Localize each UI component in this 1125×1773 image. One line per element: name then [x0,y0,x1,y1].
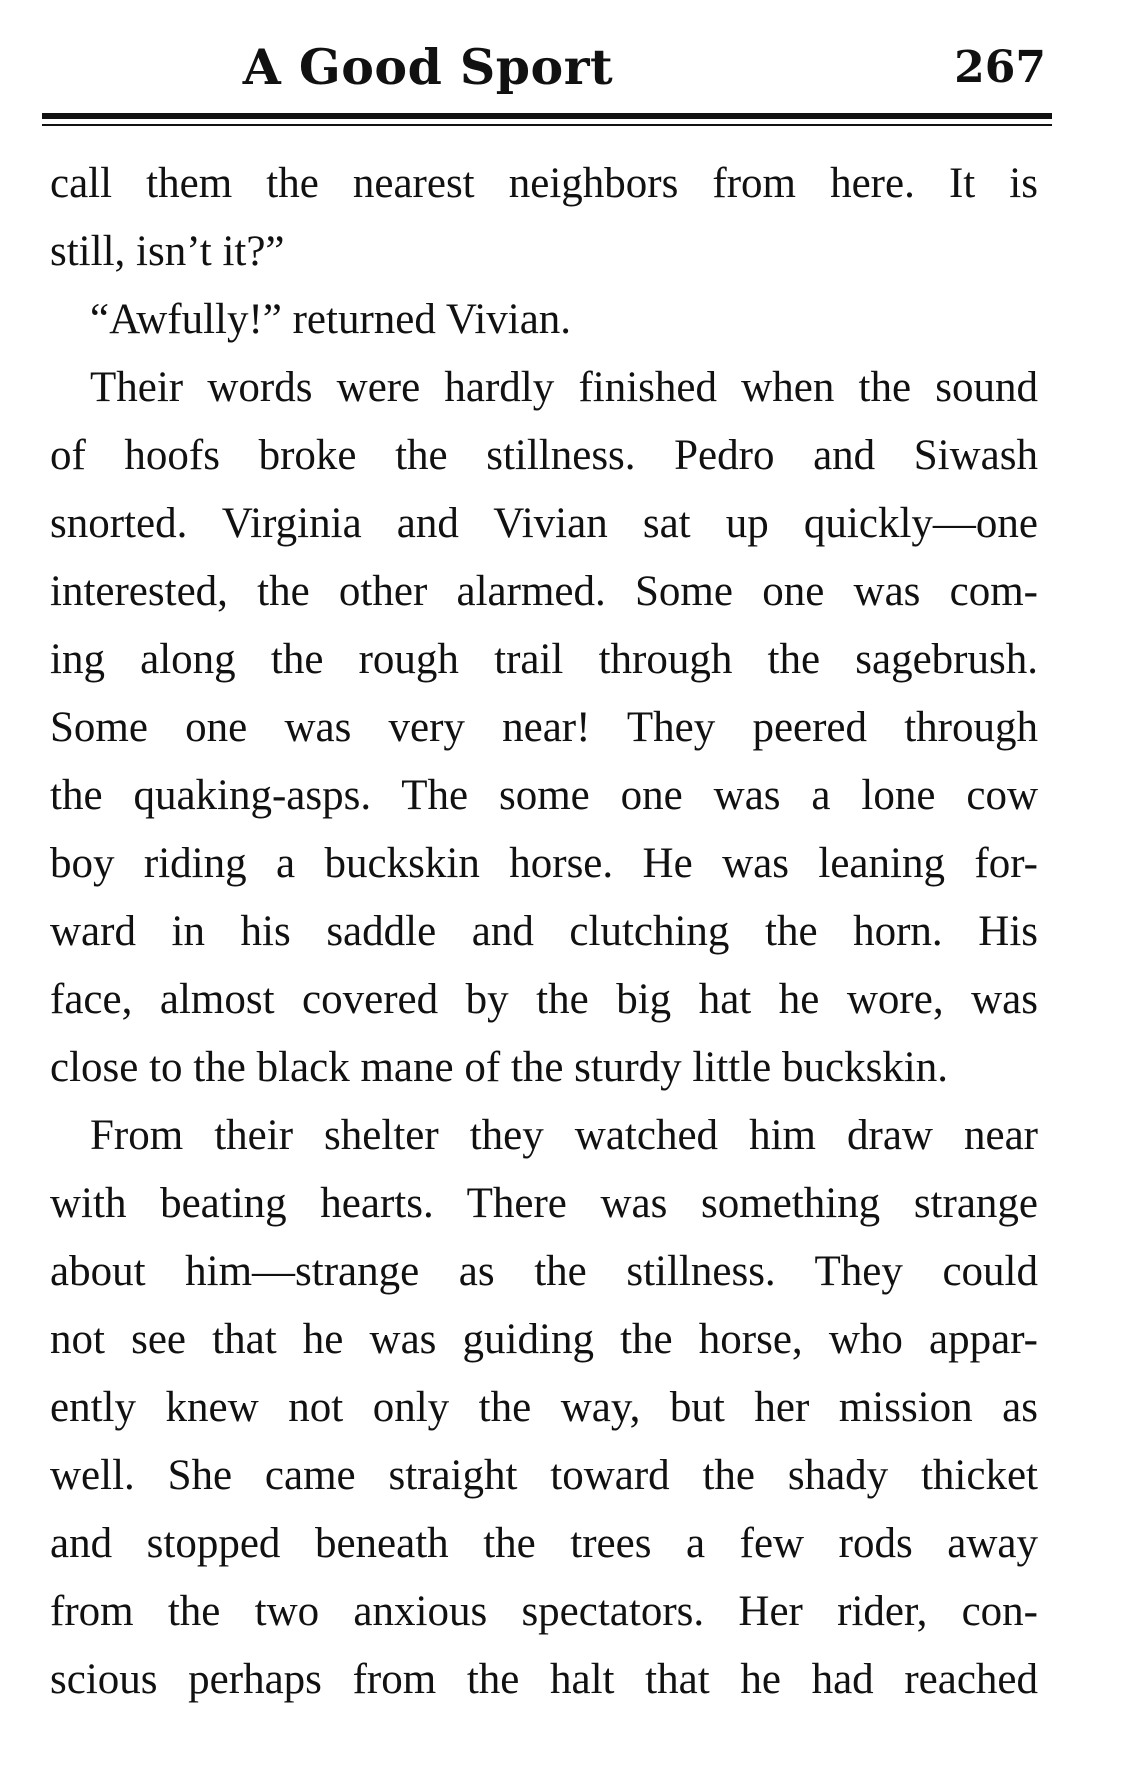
running-title: A Good Sport [242,38,614,96]
text-line: ward in his saddle and clutching the horn. His [50,908,1038,955]
text-line: “Awfully!” returned Vivian. [90,296,572,343]
text-line: boy riding a buckskin horse. He was leaning for- [50,840,1038,887]
text-line: not see that he was guiding the horse, who appar- [50,1316,1038,1363]
text-line: interested, the other alarmed. Some one was com- [50,568,1038,615]
text-line: From their shelter they watched him draw near [90,1112,1038,1159]
text-line: Some one was very near! They peered through [50,704,1038,751]
text-line: still, isn’t it?” [50,228,285,275]
text-line: about him—strange as the stillness. They could [50,1248,1038,1295]
header-rule-thin [42,124,1052,126]
text-line: from the two anxious spectators. Her rider, con- [50,1588,1038,1635]
text-line: scious perhaps from the halt that he had reached [50,1656,1038,1703]
text-line: snorted. Virginia and Vivian sat up quickly—one [50,500,1038,547]
page-number: 267 [954,42,1046,93]
text-line: well. She came straight toward the shady thicket [50,1452,1038,1499]
text-line: close to the black mane of the sturdy little buckskin. [50,1044,949,1091]
text-line: call them the nearest neighbors from here. It is [50,160,1038,207]
page-header [48,38,1046,108]
text-line: face, almost covered by the big hat he wore, was [50,976,1038,1023]
text-line: the quaking-asps. The some one was a lone cow [50,772,1038,819]
text-line: and stopped beneath the trees a few rods away [50,1520,1038,1567]
text-line: ently knew not only the way, but her mission as [50,1384,1038,1431]
body-text [50,150,1038,1714]
text-line: Their words were hardly finished when the sound [90,364,1038,411]
text-line: of hoofs broke the stillness. Pedro and Siwash [50,432,1038,479]
text-line: with beating hearts. There was something strange [50,1180,1038,1227]
text-line: ing along the rough trail through the sagebrush. [50,636,1038,683]
header-rule-thick [42,113,1052,119]
